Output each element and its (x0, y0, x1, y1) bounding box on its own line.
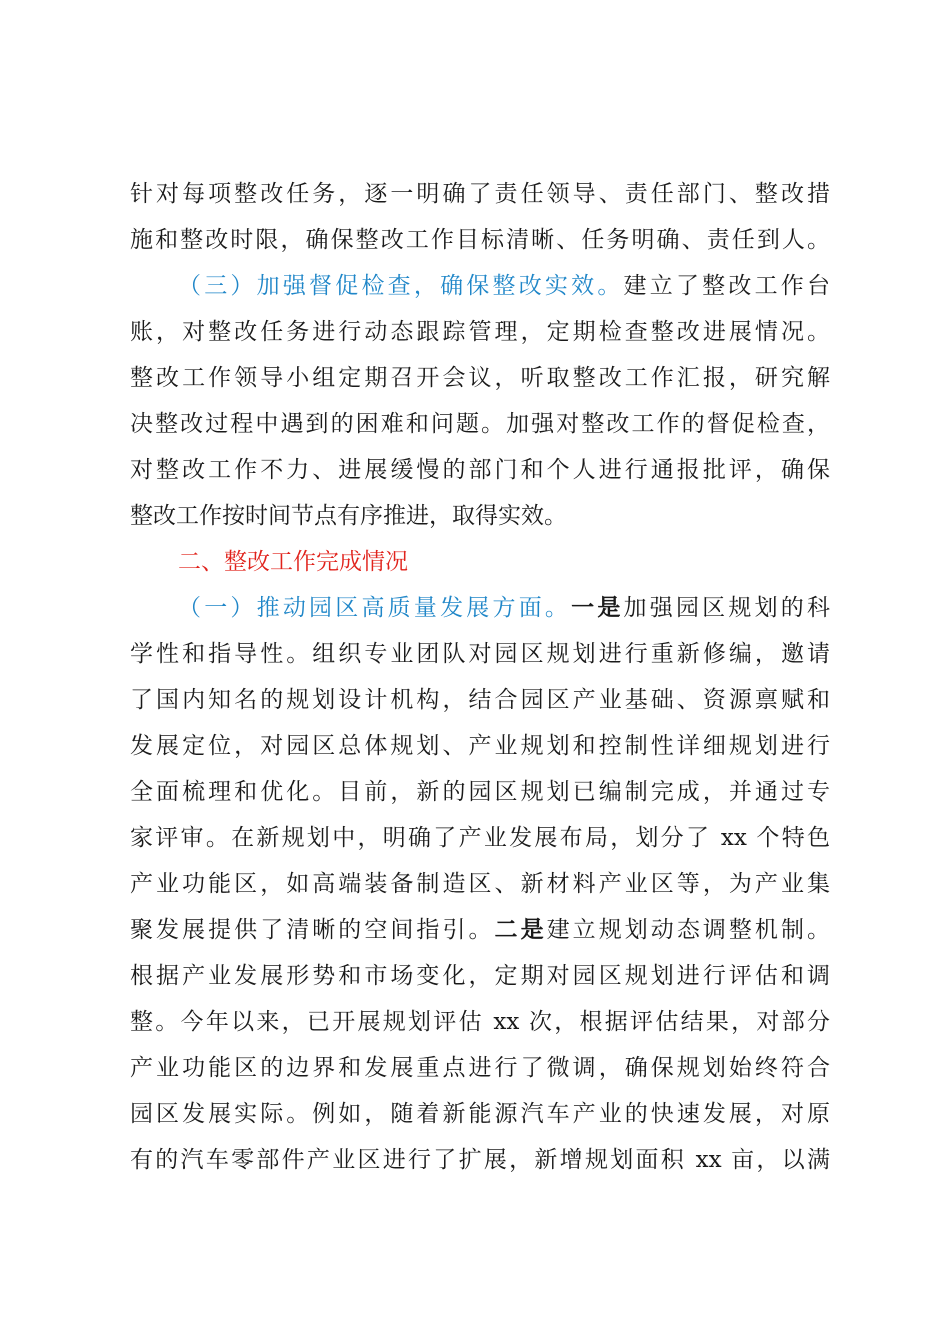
bold-marker: 一是 (571, 594, 624, 621)
body-text: 产业功能区，如高端装备制造区、新材料产业区等，为产业集 (130, 871, 830, 897)
paragraph-line (130, 314, 830, 350)
body-text: 产业功能区的边界和发展重点进行了微调，确保规划始终符合 (130, 1055, 830, 1081)
paragraph-line (130, 1004, 830, 1040)
body-text: 学性和指导性。组织专业团队对园区规划进行重新修编，邀请 (130, 641, 830, 667)
body-text: 建立了整改工作台 (623, 273, 831, 299)
body-text: 决整改过程中遇到的困难和问题。加强对整改工作的督促检查， (130, 411, 830, 437)
body-text: 整改工作领导小组定期召开会议，听取整改工作汇报，研究解 (130, 365, 830, 391)
paragraph-line (130, 728, 830, 764)
body-text: 施和整改时限，确保整改工作目标清晰、任务明确、责任到人。 (130, 227, 830, 253)
paragraph-line (130, 1096, 830, 1132)
body-text: 根据产业发展形势和市场变化，定期对园区规划进行评估和调 (130, 963, 830, 989)
body-text: 有的汽车零部件产业区进行了扩展，新增规划面积 xx 亩，以满 (130, 1147, 830, 1173)
body-text: 发展定位，对园区总体规划、产业规划和控制性详细规划进行 (130, 733, 830, 759)
body-text: 整。今年以来，已开展规划评估 xx 次，根据评估结果，对部分 (130, 1009, 830, 1035)
subsection-heading: （三）加强督促检查，确保整改实效。 (178, 273, 624, 299)
body-text: 建立规划动态调整机制。 (546, 917, 831, 943)
paragraph-line (130, 452, 830, 488)
paragraph-line (130, 222, 830, 258)
paragraph-line (130, 820, 830, 856)
body-text: 整改工作按时间节点有序推进，取得实效。 (130, 503, 567, 529)
paragraph-line (130, 1142, 830, 1178)
body-text: 聚发展提供了清晰的空间指引。 (130, 917, 495, 943)
body-text: 全面梳理和优化。目前，新的园区规划已编制完成，并通过专 (130, 779, 830, 805)
section-title: 二、整改工作完成情况 (178, 549, 408, 575)
paragraph-line (130, 1050, 830, 1086)
bold-marker: 二是 (494, 916, 547, 943)
body-text: 对整改工作不力、进展缓慢的部门和个人进行通报批评，确保 (130, 457, 830, 483)
body-text: 园区发展实际。例如，随着新能源汽车产业的快速发展，对原 (130, 1101, 830, 1127)
body-text: 针对每项整改任务，逐一明确了责任领导、责任部门、整改措 (130, 181, 830, 207)
paragraph-line (130, 406, 830, 442)
paragraph-line (130, 912, 830, 948)
paragraph-line (130, 682, 830, 718)
section-heading-line (178, 268, 830, 304)
paragraph-line (130, 498, 830, 534)
paragraph-line (130, 636, 830, 672)
section-heading-line (178, 590, 830, 626)
section-title-line (178, 544, 830, 580)
paragraph-line (130, 866, 830, 902)
body-text: 家评审。在新规划中，明确了产业发展布局，划分了 xx 个特色 (130, 825, 830, 851)
paragraph-line (130, 360, 830, 396)
body-text: 账，对整改任务进行动态跟踪管理，定期检查整改进展情况。 (130, 319, 830, 345)
paragraph-line (130, 774, 830, 810)
paragraph-line (130, 958, 830, 994)
body-text: 加强园区规划的科 (623, 595, 831, 621)
paragraph-line (130, 176, 830, 212)
subsection-heading: （一）推动园区高质量发展方面。 (178, 595, 572, 621)
body-text: 了国内知名的规划设计机构，结合园区产业基础、资源禀赋和 (130, 687, 830, 713)
